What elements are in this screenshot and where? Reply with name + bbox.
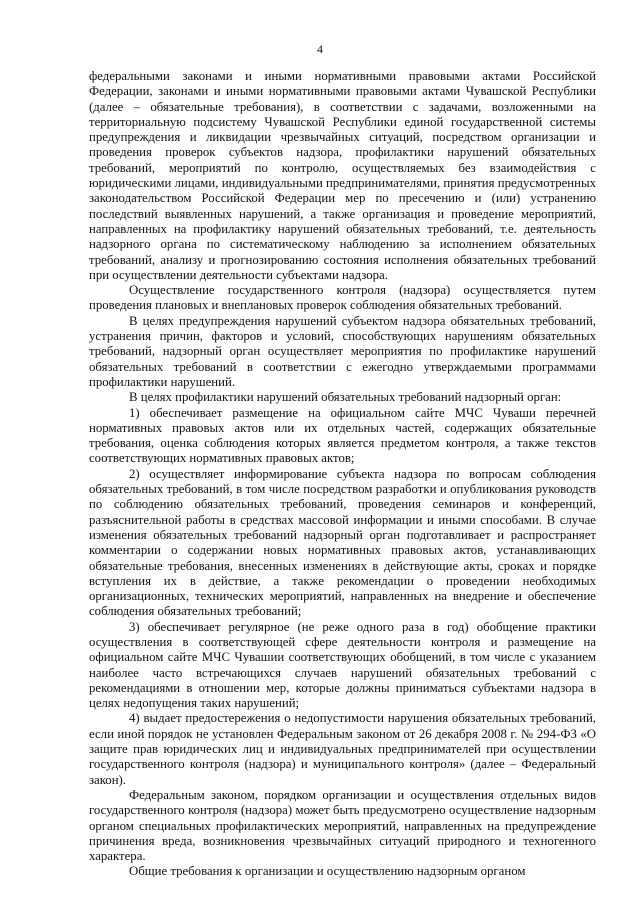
list-item-1: 1) обеспечивает размещение на официальном сайте МЧС Чуваши перечней нормативных правовых актов или их отдельных частей, содержащих обязательные требования, оценка соблюдения которых является предметом контроля, а также текстов соответствующих нормативных правовых актов; [89, 405, 596, 466]
list-item-2: 2) осуществляет информирование субъекта надзора по вопросам соблюдения обязательных требований, в том числе посредством разработки и опубликования руководств по соблюдению обязательных требований, проведения семинаров и конференций, разъяснительной работы в средствах массовой информации и иными способами. В случае изменения обязательных требований надзорный орган подготавливает и распространяет комментарии о содержании новых нормативных правовых актов, устанавливающих обязательные требования, внесенных изменениях в действующие акты, сроках и порядке вступления их в действие, а также рекомендации о проведении необходимых организационных, технических мероприятий, направленных на внедрение и обеспечение соблюдения обязательных требований; [89, 466, 596, 619]
paragraph-prevention-purpose: В целях предупреждения нарушений субъектом надзора обязательных требований, устранения причин, факторов и условий, способствующих нарушениям обязательных требований, надзорный орган осуществляет мероприятия по профилактике нарушений обязательных требований в соответствии с ежегодно утверждаемыми программами профилактики нарушений. [89, 313, 596, 389]
paragraph-prevention-intro: В целях профилактики нарушений обязательных требований надзорный орган: [129, 390, 562, 405]
paragraph-continuation: федеральными законами и иными нормативными правовыми актами Российской Федерации, законами и иными нормативными правовыми актами Чувашской Республики (далее – обязательные требования), в соответствии с задачами, возложенными на территориальную подсистему Чувашской Республики единой государственной системы предупреждения и ликвидации чрезвычайных ситуаций, посредством организации и проведения проверок субъектов надзора, профилактики нарушений обязательных требований, мероприятий по контролю, осуществляемых без взаимодействия с юридическими лицами, индивидуальными предпринимателями, принятия предусмотренных законодательством Российской Федерации мер по пресечению и (или) устранению последствий выявленных нарушений, а также организация и проведение мероприятий, направленных на профилактику нарушений обязательных требований, т.е. деятельность надзорного органа по систематическому наблюдению за исполнением обязательных требований, анализу и прогнозированию состояния исполнения обязательных требований при осуществлении деятельности субъектами надзора. [89, 69, 596, 282]
paragraph-control-method: Осуществление государственного контроля (надзора) осуществляется путем проведения плановых и внеплановых проверок соблюдения обязательных требований. [89, 283, 596, 313]
list-item-4: 4) выдает предостережения о недопустимости нарушения обязательных требований, если иной порядок не установлен Федеральным законом от 26 декабря 2008 г. № 294-ФЗ «О защите прав юридических лиц и индивидуальных предпринимателей при осуществлении государственного контроля (надзора) и муниципального контроля» (далее – Федеральный закон). [89, 711, 596, 787]
page-number: 4 [317, 42, 323, 56]
paragraph-general-requirements: Общие требования к организации и осуществлению надзорным органом [129, 864, 526, 879]
list-item-3: 3) обеспечивает регулярное (не реже одного раза в год) обобщение практики осуществления в соответствующей сфере деятельности контроля и размещение на официальном сайте МЧС Чувашии соответствующих обобщений, в том числе с указанием наиболее часто встречающихся случаев нарушений обязательных требований с рекомендациями в отношении мер, которые должны приниматься субъектами надзора в целях недопущения таких нарушений; [89, 619, 596, 711]
document-body [89, 69, 596, 880]
paragraph-special-measures: Федеральным законом, порядком организации и осуществления отдельных видов государственного контроля (надзора) может быть предусмотрено осуществление надзорным органом специальных профилактических мероприятий, направленных на предупреждение причинения вреда, возникновения чрезвычайных ситуаций природного и техногенного характера. [89, 787, 596, 864]
